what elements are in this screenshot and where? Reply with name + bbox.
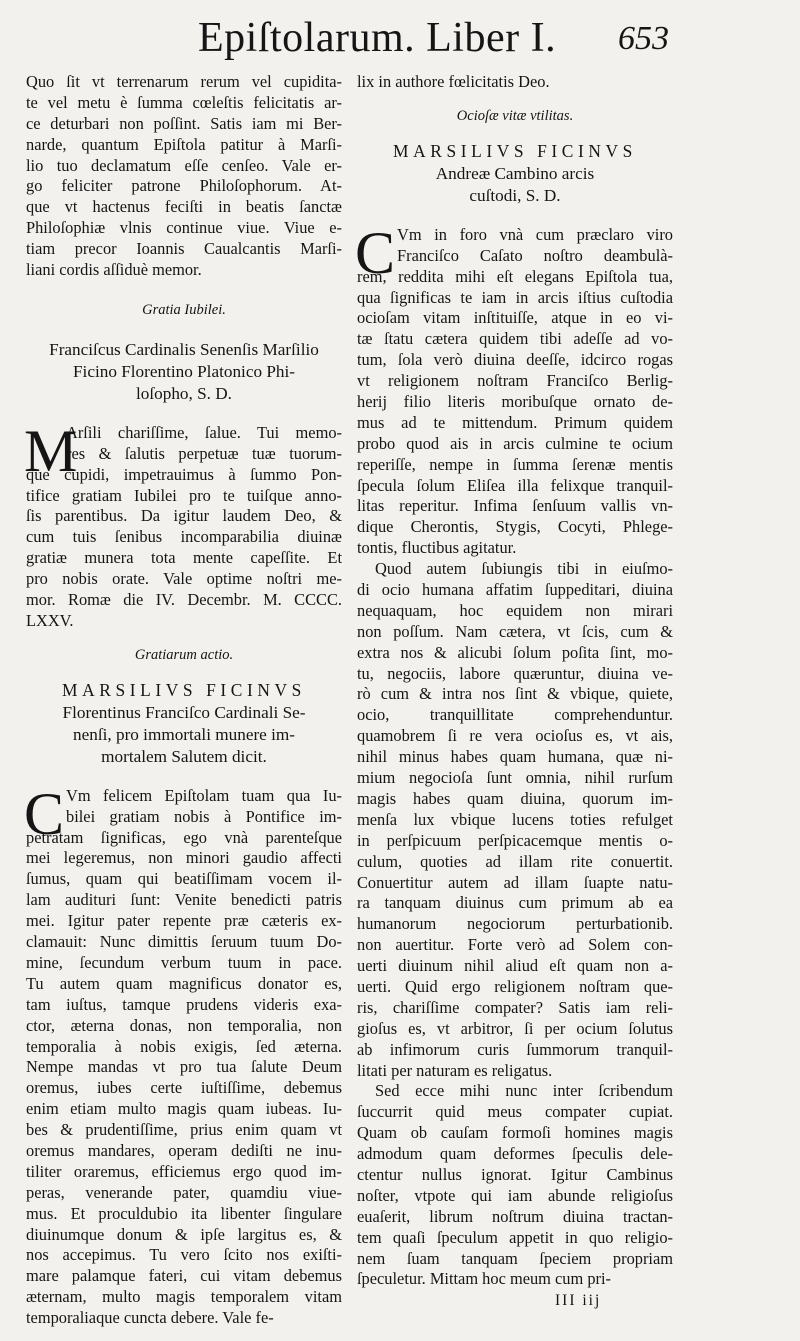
letter-address — [26, 339, 342, 405]
text-line: Quam ob cauſam formoſi homines magis — [357, 1123, 673, 1143]
text-line: Arſili chariſſime, ſalue. Tui memo- — [66, 422, 342, 442]
text-line: culum, quoties ad illam rite conuertit. — [357, 851, 673, 871]
text-line: ſumus, quam qui beatiſſimam vocem il- — [26, 869, 342, 889]
address-line: nenſi, pro immortali munere im- — [73, 724, 295, 744]
letter-heading-ociosae-vitae: Ocioſæ vitæ vtilitas. — [456, 107, 574, 124]
text-line: tiliter oraremus, efficiemus ergo quod im- — [26, 1161, 342, 1181]
text-line: Nempe mandas vt pro tua ſalute Deum — [26, 1057, 342, 1077]
text-line: æternam, multo magis temporalem vitam — [26, 1287, 342, 1307]
text-line: herij filio literis moribuſque ornato de- — [357, 392, 673, 412]
text-line: Quod autem ſubiungis tibi in eiuſmo- — [375, 559, 673, 579]
text-line: oremus mandares, operam dediſti ne inu- — [26, 1140, 342, 1160]
text-line: ocioſam vitam inſtituiſſe, atque in eo vi- — [357, 308, 673, 328]
left-column — [26, 72, 342, 1329]
text-line: admodum quam deformes ſpeculis dele- — [357, 1144, 673, 1164]
address-line: loſopho, S. D. — [136, 383, 232, 403]
text-line: reperiſſe, nempe in ſumma ſerenæ mentis — [357, 454, 673, 474]
dropcap: C — [355, 219, 396, 286]
text-line: lam audituri ſunt: Venite benedicti patris — [26, 890, 342, 910]
text-line: LXXV. — [26, 610, 74, 630]
text-line: oremus, iubes certe iuſtiſſime, debemus — [26, 1078, 342, 1098]
text-line: liani cordis aſſiduè memor. — [26, 260, 202, 280]
page-header — [0, 14, 800, 70]
text-line: Tu autem quam magnificus donator es, — [26, 973, 342, 993]
text-line: ſis parentibus. Da igitur laudem Deo, & — [26, 506, 342, 526]
text-line: probo quod ais in arcis culmine te ocium — [357, 433, 673, 453]
text-line: tam iuſtus, tamque prudens videris exa- — [26, 994, 342, 1014]
text-line: diuinumque donum & ipſe largitus es, & — [26, 1224, 342, 1244]
text-line: ctentur nullus ignorat. Igitur Cambinus — [357, 1164, 673, 1184]
text-line: Vm felicem Epiſtolam tuam qua Iu- — [66, 785, 342, 805]
right-column — [357, 72, 673, 1290]
text-line: que vt hactenus feciſti in beatis ſanctæ — [26, 197, 342, 217]
letter-address — [357, 163, 673, 207]
text-line: mare palamque fateri, cui vitam debemus — [26, 1266, 342, 1286]
letter-author: MARSILIVS FICINVS — [393, 140, 637, 161]
text-line: Quo ſit vt terrenarum rerum vel cupidita- — [26, 72, 342, 91]
text-line: ſpecula ſolum Eliſea illa felixque tranquil- — [357, 475, 673, 495]
text-line: mus ad te mittendum. Primum quidem — [357, 412, 673, 432]
running-title: Epiſtolarum. Liber I. — [198, 15, 557, 61]
text-line: mei legeremus, non minori gaudio affecti — [26, 848, 342, 868]
text-line: nihil minus habes quam humana, quæ ni- — [357, 747, 673, 767]
text-line: uerti. Quid ergo religionem noſtram que- — [357, 976, 673, 996]
letter-body — [24, 417, 342, 632]
text-line: cum tuis ſenibus incomparabilia diuinæ — [26, 527, 342, 547]
right-opening-text — [357, 72, 673, 93]
text-line: menſa lux vbique lucens toties refulget — [357, 809, 673, 829]
text-line: non poſſum. Nam cætera, vt ſcis, cum & — [357, 621, 673, 641]
text-line: magis habes quam diuina, quorum im- — [357, 788, 673, 808]
text-line: bilei gratiam nobis à Pontifice im- — [66, 806, 342, 826]
dropcap: M — [24, 417, 78, 484]
dropcap: C — [24, 780, 65, 847]
text-line: humanorum negociorum perturbationib. — [357, 914, 673, 934]
letter-body — [355, 219, 673, 559]
address-line: mortalem Salutem dicit. — [101, 746, 267, 766]
text-line: extra nos & alicubi ſolum poſita ſint, mo- — [357, 642, 673, 662]
address-line: Florentinus Franciſco Cardinali Se- — [62, 702, 306, 722]
text-line: tu, negociis, labore quæruntur, diuina ve- — [357, 663, 673, 683]
text-line: di ocio humana affatim ſuppeditari, diuina — [357, 580, 673, 600]
text-line: tifice gratiam Iubilei pro te tuiſque anno- — [26, 485, 342, 505]
text-line: mei. Igitur pater repente præ cæteris ex- — [26, 911, 342, 931]
text-line: enim etiam multo magis quam iubeas. Iu- — [26, 1099, 342, 1119]
text-line: euaſerit, librum noſtrum diuina tractan- — [357, 1206, 673, 1226]
left-opening-text — [26, 72, 342, 281]
text-line: litas reperitur. Infima ſenſuum vallis vn- — [357, 496, 673, 516]
text-line: clamauit: Nunc dimittis ſeruum tuum Do- — [26, 932, 342, 952]
text-line: ſpeculetur. Mittam hoc meum cum pri- — [357, 1269, 611, 1289]
address-line: Franciſcus Cardinalis Senenſis Marſilio — [49, 339, 319, 359]
address-line: Andreæ Cambino arcis — [435, 163, 595, 183]
text-line: ab infimorum curis ſummorum tranquil- — [357, 1039, 673, 1059]
letter-heading-gratiarum-actio: Gratiarum actio. — [134, 646, 234, 663]
text-line: lix in authore fœlicitatis Deo. — [357, 72, 550, 91]
text-line: nequaquam, hoc equidem non mirari — [357, 600, 673, 620]
text-line: vt religionem noſtram Franciſco Berlig- — [357, 371, 673, 391]
text-line: bes & prudentiſſime, prius enim quam vt — [26, 1120, 342, 1140]
text-line: go feliciter patrone Philoſophorum. At- — [26, 176, 342, 196]
text-line: nos accepimus. Tu vero ſcito nos exiſti- — [26, 1245, 342, 1265]
text-line: gioſus es, vt arbitror, ſi per ocium ſolutus — [357, 1018, 673, 1038]
text-line: dique Cherontis, Stygis, Cocyti, Phlege- — [357, 517, 673, 537]
text-line: temporalia à nobis exigis, ſed æterna. — [26, 1036, 342, 1056]
text-line: lio tuo declamatum eſſe cenſeo. Vale er- — [26, 155, 342, 175]
text-line: Franciſco Caſato noſtro deambulà- — [397, 245, 673, 265]
text-line: ris, chariſſime compater? Satis iam reli- — [357, 997, 673, 1017]
text-line: narde, quantum Epiſtola patitur à Marſi- — [26, 134, 342, 154]
page-number: 653 — [618, 20, 669, 57]
text-line: tum, ſola verò diuina deeſſe, idcirco rogas — [357, 350, 673, 370]
text-line: rem, reddita mihi eſt elegans Epiſtola tua, — [357, 266, 673, 286]
text-line: res & ſalutis perpetuæ tuæ tuorum- — [66, 443, 342, 463]
text-line: mine, ſecundum verbum tuum in pace. — [26, 952, 342, 972]
text-line: ctor, æterna donas, non temporalia, non — [26, 1015, 342, 1035]
address-line: cuſtodi, S. D. — [469, 185, 561, 205]
text-line: ocio, tranquillitate comprehenduntur. — [357, 705, 673, 725]
text-line: mium negocioſa ſunt omnia, nihil rurſum — [357, 768, 673, 788]
text-line: uerti diuinum nihil aliud eſt quam non a- — [357, 956, 673, 976]
text-line: Conuertitur autem ad illam ſuapte natu- — [357, 872, 673, 892]
letter-author: MARSILIVS FICINVS — [62, 679, 306, 700]
text-line: nem ſuam tanquam ſpeciem propriam — [357, 1248, 673, 1268]
text-line: Philoſophiæ vlnis continue viue. Viue e- — [26, 218, 342, 238]
text-line: Vm in foro vnà cum præclaro viro — [397, 224, 673, 244]
text-line: peras, venerande pater, quamdiu viue- — [26, 1182, 342, 1202]
text-line: ra tanquam diuinus cum primum ab ea — [357, 893, 673, 913]
text-line: tæ ſtatu cætera quidem tibi adeſſe ad vo- — [357, 329, 673, 349]
address-line: Ficino Florentino Platonico Phi- — [72, 361, 295, 381]
paragraph — [357, 1081, 673, 1290]
text-line: gratiæ munera tota mente capeſſite. Et — [26, 548, 342, 568]
letter-heading-gratia-iubilei: Gratia Iubilei. — [142, 301, 226, 318]
signature-mark: III iij — [555, 1292, 602, 1309]
text-line: qua ſignificas te iam in arcis iſtius cuſtodia — [357, 287, 673, 307]
text-line: tontis, fluctibus agitatur. — [357, 538, 517, 558]
letter-address — [26, 702, 342, 768]
letter-body — [24, 780, 342, 1329]
paragraph — [357, 559, 673, 1081]
text-line: que cupidi, impetrauimus à ſummo Pon- — [26, 464, 342, 484]
text-line: mor. Romæ die IV. Decembr. M. CCCC. — [26, 590, 342, 610]
text-line: te vel metu è ſumma cœleſtis felicitatis ar- — [26, 92, 342, 112]
text-line: non auertitur. Forte verò ad Solem con- — [357, 935, 673, 955]
text-line: in perſpicuum perſpicacemque mentis o- — [357, 830, 673, 850]
text-line: Sed ecce mihi nunc inter ſcribendum — [375, 1081, 673, 1101]
text-line: temporaliaque cuncta debere. Vale fe- — [26, 1308, 274, 1328]
text-line: petratam ſignificas, ego vnà parenteſque — [26, 827, 342, 847]
text-line: tiam precor Ioannis Caualcantis Marſi- — [26, 239, 342, 259]
text-line: noſter, vtpote qui iam abunde religioſus — [357, 1185, 673, 1205]
text-line: ce deturbari non poſſint. Satis iam mi Ber- — [26, 113, 342, 133]
text-line: litati per naturam es religatus. — [357, 1060, 553, 1080]
text-line: rò cum & intra nos ſint & vbique, quiete, — [357, 684, 673, 704]
text-line: ſuccurrit quid meus compater cupiat. — [357, 1102, 673, 1122]
text-line: tem quaſi ſpeculum appetit in quo religio- — [357, 1227, 673, 1247]
text-line: pro nobis orate. Vale optime noſtri me- — [26, 569, 342, 589]
text-line: mus. Et proculdubio ita libenter ſingulare — [26, 1203, 342, 1223]
text-line: quamobrem ſi re vera ocioſus es, vt ais, — [357, 726, 673, 746]
